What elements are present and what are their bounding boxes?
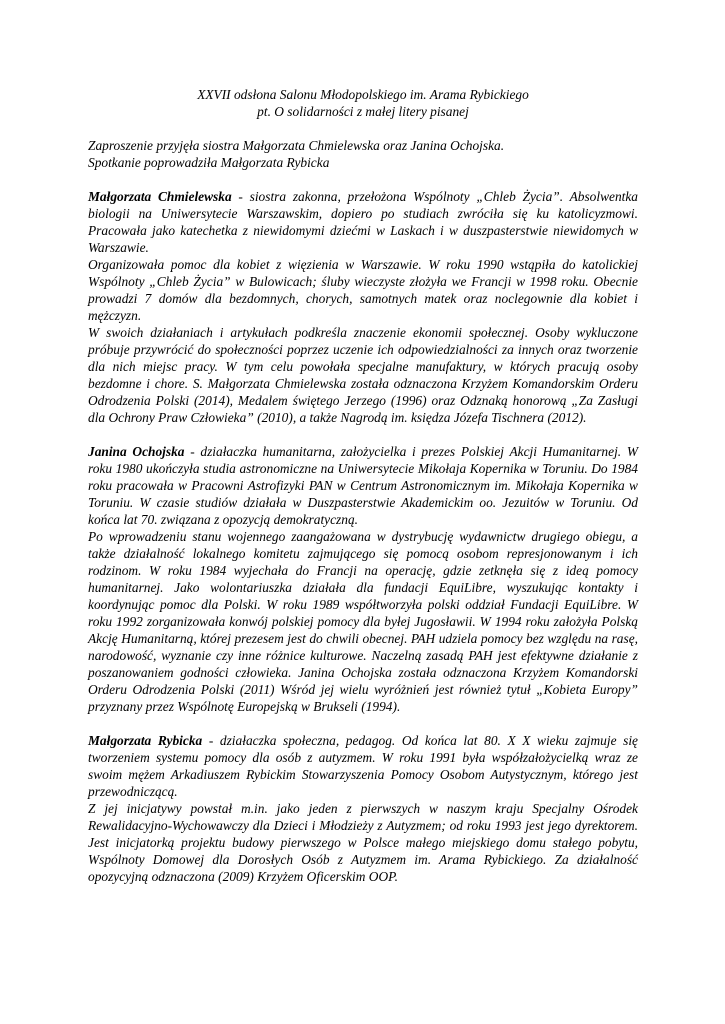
intro-line-1: Zaproszenie przyjęła siostra Małgorzata Chmielewska oraz Janina Ochojska.	[88, 138, 505, 153]
bio-ochojska	[88, 443, 638, 715]
header-line-1: XXVII odsłona Salonu Młodopolskiego im. Arama Rybickiego	[197, 87, 529, 102]
bio-chmielewska-paragraph-2: Organizowała pomoc dla kobiet z więzienia w Warszawie. W roku 1990 wstąpiła do katolickiej Wspólnoty „Chleb Życia” w Bulowicach; śluby wieczyste złożyła we Francji w 1998 roku. Obecnie prowadzi 7 domów dla bezdomnych, chorych, samotnych matek oraz noclegownie dla kobiet i mężczyzn.	[88, 257, 638, 323]
bio-ochojska-paragraph-2: Po wprowadzeniu stanu wojennego zaangażowana w dystrybucję wydawnictw drugiego obiegu, a także działalność lokalnego komitetu zajmującego się pomocą osobom represjonowanym i ich rodzinom. W roku 1984 wyjechała do Francji na operację, gdzie zetknęła się z ideą pomocy humanitarnej. Jako wolontariuszka działała dla fundacji EquiLibre, wyszukując kontakty i koordynując pomoc dla Polski. W roku 1989 współtworzyła polski oddział Fundacji EquiLibre. W roku 1992 zorganizowała konwój polskiej pomocy dla byłej Jugosławii. W 1994 roku założyła Polską Akcję Humanitarną, której prezesem jest do chwili obecnej. PAH udziela pomocy bez względu na rasę, narodowość, wyznanie czy inne różnice kulturowe. Naczelną zasadą PAH jest efektywne działanie z poszanowaniem godności człowieka. Janina Ochojska została odznaczona Krzyżem Komandorski Orderu Odrodzenia Polski (2011) Wśród jej wielu wyróżnień jest również tytuł „Kobieta Europy” przyznany przez Wspólnotę Europejską w Brukseli (1994).	[88, 529, 638, 714]
document-header	[88, 86, 638, 120]
bio-rybicka	[88, 732, 638, 885]
header-line-2: pt. O solidarności z małej litery pisanej	[257, 104, 469, 119]
bio-chmielewska	[88, 188, 638, 426]
intro-line-2: Spotkanie poprowadziła Małgorzata Rybicka	[88, 155, 330, 170]
bio-chmielewska-paragraph-3: W swoich działaniach i artykułach podkreśla znaczenie ekonomii społecznej. Osoby wykluczone próbuje przywrócić do społeczności poprzez uczenie ich odpowiedzialności za innych oraz tworzenie dla nich miejsc pracy. W tym celu powołała specjalne manufaktury, w których pracują osoby bezdomne i chore. S. Małgorzata Chmielewska została odznaczona Krzyżem Komandorskim Orderu Odrodzenia Polski (2014), Medalem świętego Jerzego (1996) oraz Odznaką honorową „Za Zasługi dla Ochrony Praw Człowieka” (2010), a także Nagrodą im. księdza Józefa Tischnera (2012).	[88, 325, 638, 425]
document-page	[88, 86, 638, 885]
bio-chmielewska-text-1: - siostra zakonna, przełożona Wspólnoty „Chleb Życia”. Absolwentka biologii na Uniwersytecie Warszawskim, dopiero po studiach zwróciła się ku katolicyzmowi. Pracowała jako katechetka z niewidomymi dziećmi w Laskach i w duszpasterstwie niewidomych w Warszawie.	[88, 189, 639, 255]
bio-rybicka-paragraph-1	[88, 732, 638, 800]
bio-ochojska-text-1: - działaczka humanitarna, założycielka i prezes Polskiej Akcji Humanitarnej. W roku 1980 ukończyła studia astronomiczne na Uniwersytecie Mikołaja Kopernika w Toruniu. Do 1984 roku pracowała w Pracowni Astrofizyki PAN w Centrum Astronomicznym im. Mikołaja Kopernika w Toruniu. W czasie studiów działała w Duszpasterstwie Akademickim oo. Jezuitów w Toruniu. Od końca lat 70. związana z opozycją demokratyczną.	[88, 444, 638, 527]
bio-name-chmielewska: Małgorzata Chmielewska	[88, 189, 232, 204]
bio-name-ochojska: Janina Ochojska	[88, 444, 185, 459]
bio-rybicka-text-1: - działaczka społeczna, pedagog. Od końca lat 80. X X wieku zajmuje się tworzeniem systemu pomocy dla osób z autyzmem. W roku 1991 była współzałożycielką wraz ze swoim mężem Arkadiuszem Rybickim Stowarzyszenia Pomocy Osobom Autystycznym, którego jest przewodniczącą.	[88, 733, 638, 799]
bio-name-rybicka: Małgorzata Rybicka	[88, 733, 203, 748]
intro	[88, 137, 638, 171]
bio-chmielewska-paragraph-1	[88, 188, 638, 256]
bio-rybicka-paragraph-2: Z jej inicjatywy powstał m.in. jako jeden z pierwszych w naszym kraju Specjalny Ośrodek Rewalidacyjno-Wychowawczy dla Dzieci i Młodzieży z Autyzmem; od roku 1993 jest jego dyrektorem. Jest inicjatorką projektu budowy pierwszego w Polsce małego miejskiego domu stałego pobytu, Wspólnoty Domowej dla Dorosłych Osób z Autyzmem im. Arama Rybickiego. Za działalność opozycyjną odznaczona (2009) Krzyżem Oficerskim OOP.	[88, 801, 638, 884]
bio-ochojska-paragraph-1	[88, 443, 638, 528]
